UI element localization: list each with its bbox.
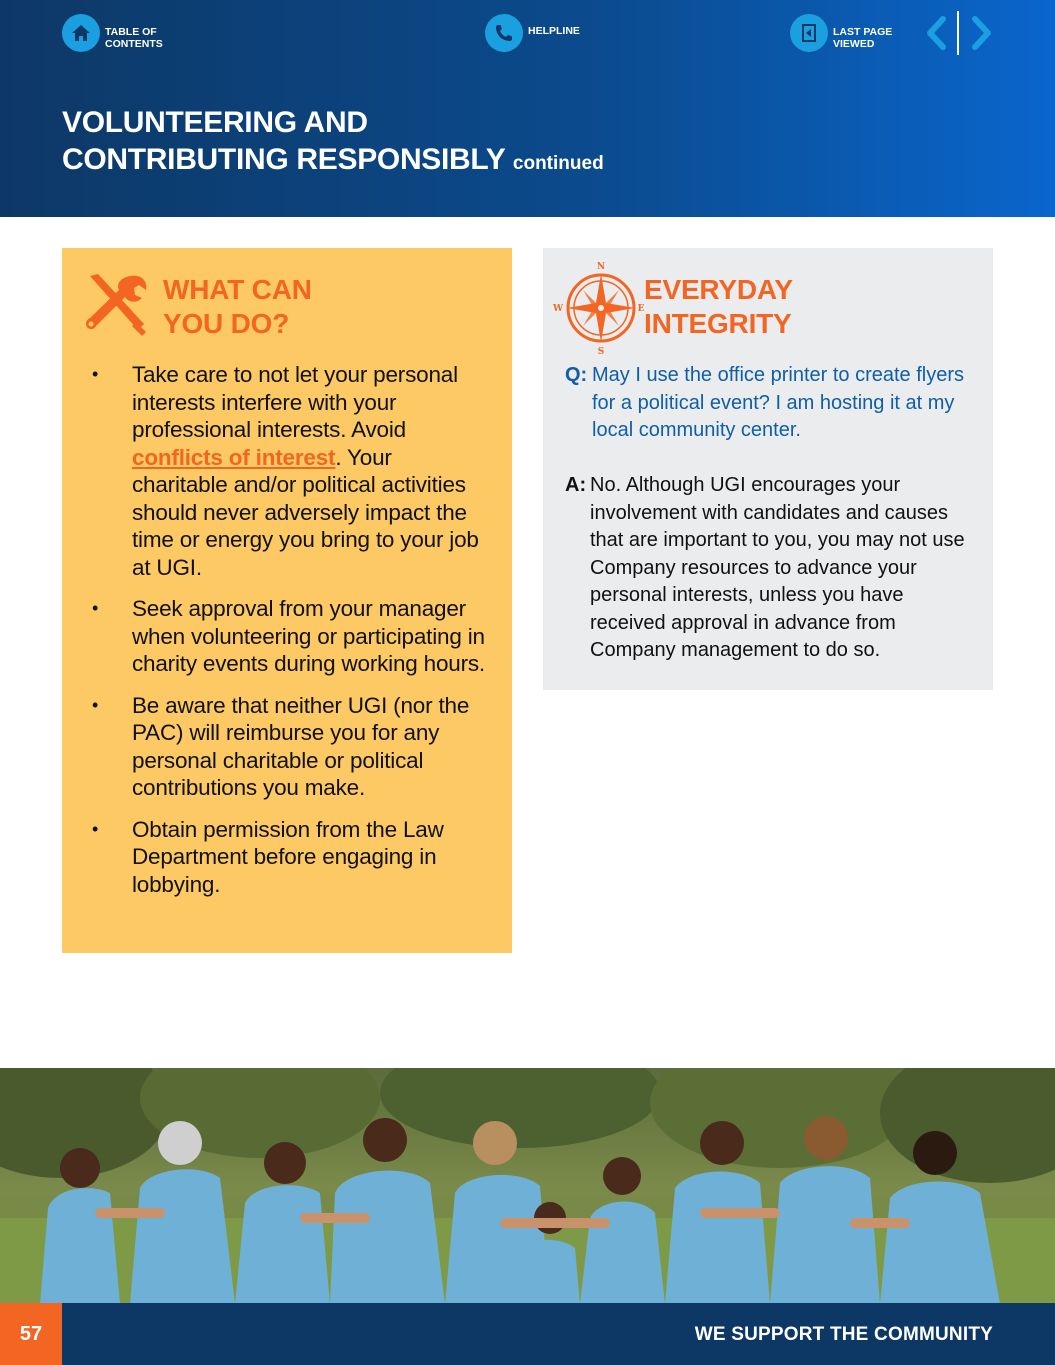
table-of-contents-label: TABLE OF CONTENTS [105,26,163,50]
page-title-suffix: continued [512,153,604,174]
answer-text: No. Although UGI encourages your involvement with candidates and causes that are important to you, you may not use Company resources to advance your personal interests, unless you have received approval in advance from Company management to do so. [590,474,965,661]
chevron-left-icon [924,16,948,50]
conflicts-of-interest-link[interactable]: conflicts of interest [132,444,336,470]
everyday-integrity-heading [644,273,793,341]
what-can-you-do-card [62,248,512,953]
phone-icon [485,14,523,52]
everyday-integrity-heading-line2: INTEGRITY [644,308,792,339]
what-can-you-do-heading [163,273,312,341]
page-title-line2: CONTRIBUTING RESPONSIBLY [62,143,505,176]
question-block [565,362,965,445]
page-header [0,0,1055,217]
question-text: May I use the office printer to create flyers for a political event? I am hosting it at my local community center. [592,364,965,441]
chevron-right-icon [970,16,994,50]
compass-east-label: E [637,304,645,314]
last-page-viewed-label: LAST PAGE VIEWED [833,26,893,50]
page-title [62,104,604,182]
page-footer [0,1303,1055,1365]
compass-west-label: W [552,304,564,314]
bullet-text: Take care to not let your personal interests interfere with your professional interests. Avoid [132,362,458,442]
guidance-list [92,361,492,912]
answer-block [565,472,965,665]
compass-north-label: N [596,262,606,272]
tools-icon [84,272,152,338]
question-tag: Q: [565,364,588,386]
compass-south-label: S [597,347,605,356]
next-page-button[interactable] [968,11,996,55]
bullet-text: . Your charitable and/or political activities should never adversely impact the time or energy you bring to your job at UGI. [132,444,479,580]
list-item: • Seek approval from your manager when volunteering or participating in charity events during working hours. [92,595,492,678]
compass-icon [548,260,648,356]
arrow-divider [957,11,959,55]
page-number: 57 [0,1303,62,1365]
what-can-you-do-heading-line1: WHAT CAN [163,274,312,305]
helpline-label: HELPLINE [528,25,580,37]
answer-tag: A: [565,474,587,496]
page-navigation [922,11,994,55]
list-item: • Obtain permission from the Law Department before engaging in lobbying. [92,816,492,899]
list-item: • Be aware that neither UGI (nor the PAC) will reimburse you for any personal charitable or political contributions you make. [92,692,492,802]
last-page-icon [790,14,828,52]
what-can-you-do-heading-line2: YOU DO? [163,308,290,339]
helpline-button[interactable] [485,14,598,52]
home-icon [62,14,100,52]
list-item [92,361,492,581]
previous-page-button[interactable] [922,11,950,55]
page-title-line1: VOLUNTEERING AND [62,106,368,139]
everyday-integrity-card [543,248,993,690]
last-page-viewed-button[interactable] [790,14,903,52]
table-of-contents-button[interactable] [62,14,175,52]
section-name: WE SUPPORT THE COMMUNITY [694,1324,993,1345]
everyday-integrity-heading-line1: EVERYDAY [644,274,793,305]
volunteers-photo [0,1068,1055,1304]
